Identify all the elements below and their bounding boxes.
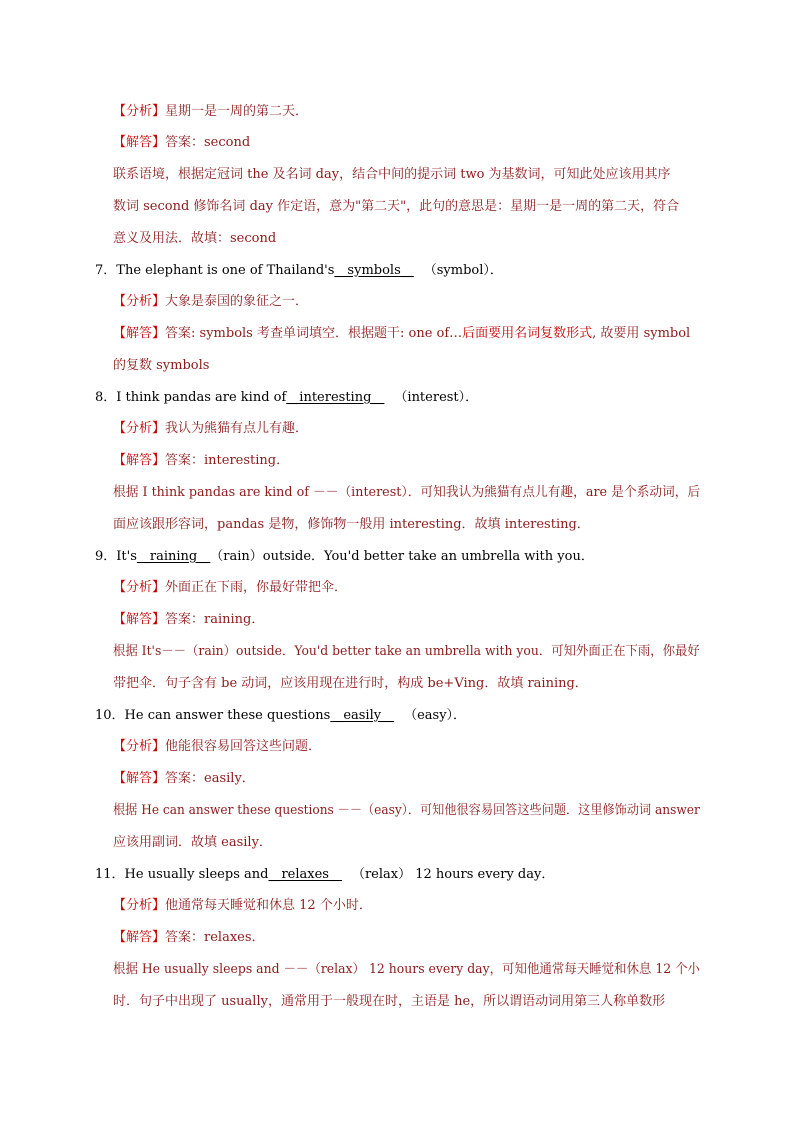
q10-question [95, 706, 466, 726]
q6-explanation-line-1: 联系语境，根据定冠词 the 及名词 day，结合中间的提示词 two 为基数词，可知此处应该用其序 [113, 167, 671, 182]
analysis-tag: 【分析】 [113, 898, 166, 913]
q9-answer [113, 610, 264, 630]
q7-answer [113, 324, 690, 344]
answer-tag: 【解答】 [113, 135, 166, 150]
q10-question-prefix: 10．He can answer these questions [95, 708, 331, 723]
q10-analysis [113, 737, 321, 757]
q11-answer [113, 928, 265, 948]
q10-explanation-line-2: 应该用副词．故填 easily． [113, 835, 272, 850]
analysis-tag: 【分析】 [113, 294, 166, 309]
q11-explanation-line-2: 时．句子中出现了 usually，通常用于一般现在时，主语是 he，所以谓语动词用第三人称单数形 [113, 994, 666, 1009]
q9-analysis-text: 外面正在下雨，你最好带把伞． [165, 580, 348, 595]
q8-answer-blank: __interesting__ [286, 390, 385, 405]
answer-tag: 【解答】 [113, 453, 166, 468]
q7-answer-blank: __symbols__ [334, 263, 414, 278]
q11-question-prefix: 11．He usually sleeps and [95, 867, 269, 882]
q10-answer [113, 769, 255, 789]
q9-explanation-line-2: 带把伞．句子含有 be 动词，应该用现在进行时，构成 be+Ving．故填 raining． [113, 676, 588, 691]
answer-tag: 【解答】 [113, 612, 166, 627]
q8-explanation-line-1: 根据 I think pandas are kind of －－（interest）．可知我认为熊猫有点儿有趣，are 是个系动词，后 [113, 485, 701, 500]
answer-tag: 【解答】 [113, 326, 166, 341]
q8-answer-text: 答案：interesting． [165, 453, 290, 468]
q6-analysis-text: 星期一是一周的第二天． [165, 104, 309, 119]
q7-analysis-text: 大象是泰国的象征之一． [165, 294, 309, 309]
answer-tag: 【解答】 [113, 771, 166, 786]
q7-question-prefix: 7．The elephant is one of Thailand's [95, 263, 335, 278]
q11-answer-blank: __relaxes__ [268, 867, 342, 882]
q10-analysis-text: 他能很容易回答这些问题． [165, 739, 322, 754]
q6-answer [113, 133, 250, 153]
q8-question-suffix: （interest）． [394, 390, 479, 405]
q8-analysis-text: 我认为熊猫有点儿有趣． [165, 421, 309, 436]
q11-answer-text: 答案：relaxes． [165, 930, 265, 945]
q7-question [95, 261, 503, 281]
analysis-tag: 【分析】 [113, 421, 166, 436]
q8-explanation-line-2: 面应该跟形容词，pandas 是物，修饰物一般用 interesting．故填 interesting． [113, 517, 590, 532]
analysis-tag: 【分析】 [113, 580, 166, 595]
q7-answer-text-a: 答案: symbols 考查单词填空．根据题干: one of… [165, 326, 463, 341]
q8-question [95, 388, 478, 408]
q9-answer-text: 答案：raining． [165, 612, 265, 627]
q7-answer-text-b: 后面要用名词复数形式 [462, 326, 593, 341]
q6-explanation-line-3: 意义及用法．故填：second [113, 231, 277, 246]
q11-question-suffix: （relax） 12 hours every day． [351, 867, 555, 882]
q11-explanation-line-1: 根据 He usually sleeps and －－（relax） 12 hours every day，可知他通常每天睡觉和休息 12 个小 [113, 962, 700, 977]
q9-explanation-line-1: 根据 It's－－（rain）outside．You'd better take an umbrella with you．可知外面正在下雨，你最好 [113, 644, 700, 659]
q9-question-prefix: 9．It's [95, 549, 137, 564]
q9-question-suffix: （rain）outside．You'd better take an umbrella with you． [210, 549, 594, 564]
answer-tag: 【解答】 [113, 930, 166, 945]
q6-explanation-line-2: 数词 second 修饰名词 day 作定语，意为"第二天"，此句的意思是：星期一是一周的第二天，符合 [113, 199, 680, 214]
q8-question-prefix: 8．I think pandas are kind of [95, 390, 287, 405]
q7-analysis [113, 292, 308, 312]
q11-question [95, 865, 554, 885]
q8-analysis [113, 419, 308, 439]
q10-answer-text: 答案：easily． [165, 771, 255, 786]
q10-question-suffix: （easy）． [404, 708, 467, 723]
analysis-tag: 【分析】 [113, 104, 166, 119]
q11-analysis [113, 896, 372, 916]
q6-answer-text: 答案：second [165, 135, 251, 150]
q7-answer-text-c: , 故要用 symbol [592, 326, 691, 341]
q7-question-suffix: （symbol）． [423, 263, 503, 278]
q10-explanation-line-1: 根据 He can answer these questions －－（easy）．可知他很容易回答这些问题．这里修饰动词 answer [113, 803, 700, 818]
q10-answer-blank: __easily__ [330, 708, 395, 723]
q8-answer [113, 451, 289, 471]
q9-question [95, 547, 594, 567]
q9-answer-blank: __raining__ [136, 549, 211, 564]
q11-analysis-text: 他通常每天睡觉和休息 12 个小时． [165, 898, 372, 913]
q7-answer-line-2: 的复数 symbols [113, 358, 210, 373]
analysis-tag: 【分析】 [113, 739, 166, 754]
q6-analysis [113, 102, 308, 122]
q9-analysis [113, 578, 347, 598]
